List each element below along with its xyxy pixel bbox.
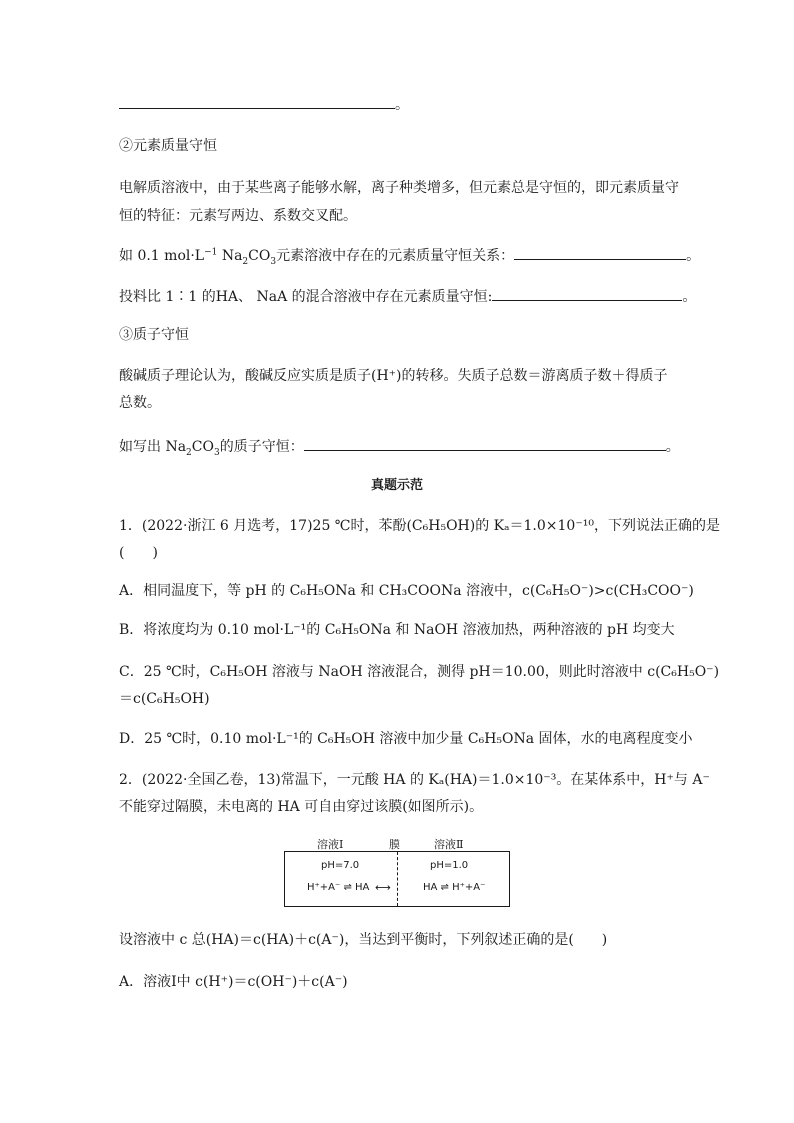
section2-para-line2: 恒的特征：元素写两边、系数交叉配。 bbox=[119, 208, 357, 224]
answer-blank[interactable] bbox=[304, 436, 666, 451]
q2-stem-line2: 不能穿过隔膜，未电离的 HA 可自由穿过该膜(如图所示)。 bbox=[119, 799, 484, 815]
end-mark: 。 bbox=[665, 439, 680, 455]
example3-prefix: 如写出 Na bbox=[119, 439, 187, 455]
q2-option-a[interactable]: A．溶液Ⅰ中 c(H⁺)＝c(OH⁻)＋c(A⁻) bbox=[119, 974, 348, 990]
figure-label-membrane: 膜 bbox=[389, 838, 400, 851]
q2-stem-line1: 2．(2022·全国乙卷，13)常温下，一元酸 HA 的 Kₐ(HA)＝1.0×10⁻³。在某体系中，H⁺与 A⁻ bbox=[119, 772, 710, 788]
membrane-figure bbox=[284, 836, 510, 907]
example2-text: 投料比 1∶1 的HA、 NaA 的混合溶液中存在元素质量守恒: bbox=[119, 289, 493, 305]
example2-line bbox=[119, 286, 696, 307]
section-title: 真题示范 bbox=[370, 478, 423, 493]
section3-para-line2: 总数。 bbox=[119, 395, 161, 411]
figure-eq-right: HA ⇌ H⁺+A⁻ bbox=[423, 882, 486, 893]
example3-co: CO bbox=[191, 439, 214, 455]
q1-stem-line2: ( ) bbox=[119, 545, 158, 561]
section3-heading: ③质子守恒 bbox=[119, 327, 189, 343]
example1-sup: −1 bbox=[204, 247, 218, 258]
answer-blank[interactable] bbox=[514, 245, 686, 260]
figure-box bbox=[284, 851, 510, 907]
example1-line bbox=[119, 245, 700, 266]
example3-sub: 2 bbox=[186, 447, 192, 458]
end-mark: 。 bbox=[686, 248, 701, 264]
section2-para-line1: 电解质溶液中，由于某些离子能够水解，离子种类增多，但元素总是守恒的，即元素质量守 bbox=[119, 180, 679, 196]
fill-line-1 bbox=[119, 94, 409, 115]
end-mark: 。 bbox=[395, 97, 409, 113]
q1-option-c-line2[interactable]: ＝c(C₆H₅OH) bbox=[119, 691, 210, 707]
q2-after-figure: 设溶液中 c 总(HA)＝c(HA)＋c(A⁻)，当达到平衡时，下列叙述正确的是( ) bbox=[119, 932, 608, 948]
section3-para-line1: 酸碱质子理论认为，酸碱反应实质是质子(H⁺)的转移。失质子总数＝游离质子数＋得质子 bbox=[119, 368, 668, 384]
q1-option-d[interactable]: D．25 ℃时，0.10 mol·L⁻¹的 C₆H₅OH 溶液中加少量 C₆H₅ONa 固体，水的电离程度变小 bbox=[119, 731, 693, 747]
answer-blank[interactable] bbox=[119, 94, 395, 109]
example3-line bbox=[119, 436, 680, 457]
q1-option-a[interactable]: A．相同温度下，等 pH 的 C₆H₅ONa 和 CH₃COONa 溶液中，c(C₆H₅O⁻)>c(CH₃COO⁻) bbox=[119, 583, 694, 599]
q1-option-b[interactable]: B．将浓度均为 0.10 mol·L⁻¹的 C₆H₅ONa 和 NaOH 溶液加热，两种溶液的 pH 均变大 bbox=[119, 622, 675, 638]
end-mark: 。 bbox=[682, 289, 697, 305]
figure-header bbox=[284, 836, 510, 851]
example1-co: CO bbox=[248, 248, 271, 264]
double-arrow-icon: ⟷ bbox=[375, 881, 391, 894]
membrane-line bbox=[397, 852, 398, 906]
figure-eq-left: H⁺+A⁻ ⇌ HA bbox=[307, 882, 370, 893]
example3-sub2: 3 bbox=[213, 447, 220, 458]
example1-mid: Na bbox=[217, 248, 243, 264]
example3-suffix: 的质子守恒： bbox=[219, 439, 304, 455]
example1-suffix: 元素溶液中存在的元素质量守恒关系： bbox=[276, 248, 515, 264]
figure-ph-right: pH=1.0 bbox=[430, 860, 469, 871]
figure-label-left: 溶液Ⅰ bbox=[317, 838, 344, 851]
figure-label-right: 溶液Ⅱ bbox=[434, 838, 464, 851]
q1-option-c-line1[interactable]: C．25 ℃时，C₆H₅OH 溶液与 NaOH 溶液混合，测得 pH＝10.00，则此时溶液中 c(C₆H₅O⁻) bbox=[119, 664, 720, 680]
example1-sub: 2 bbox=[242, 256, 249, 267]
answer-blank[interactable] bbox=[492, 286, 682, 301]
example1-sub2: 3 bbox=[270, 256, 277, 267]
section2-heading: ②元素质量守恒 bbox=[119, 138, 217, 154]
example1-prefix: 如 0.1 mol·L bbox=[119, 248, 205, 264]
figure-ph-left: pH=7.0 bbox=[321, 860, 360, 871]
q1-stem-line1: 1．(2022·浙江 6 月选考，17)25 ℃时，苯酚(C₆H₅OH)的 Kₐ＝1.0×10⁻¹⁰，下列说法正确的是 bbox=[119, 518, 720, 534]
